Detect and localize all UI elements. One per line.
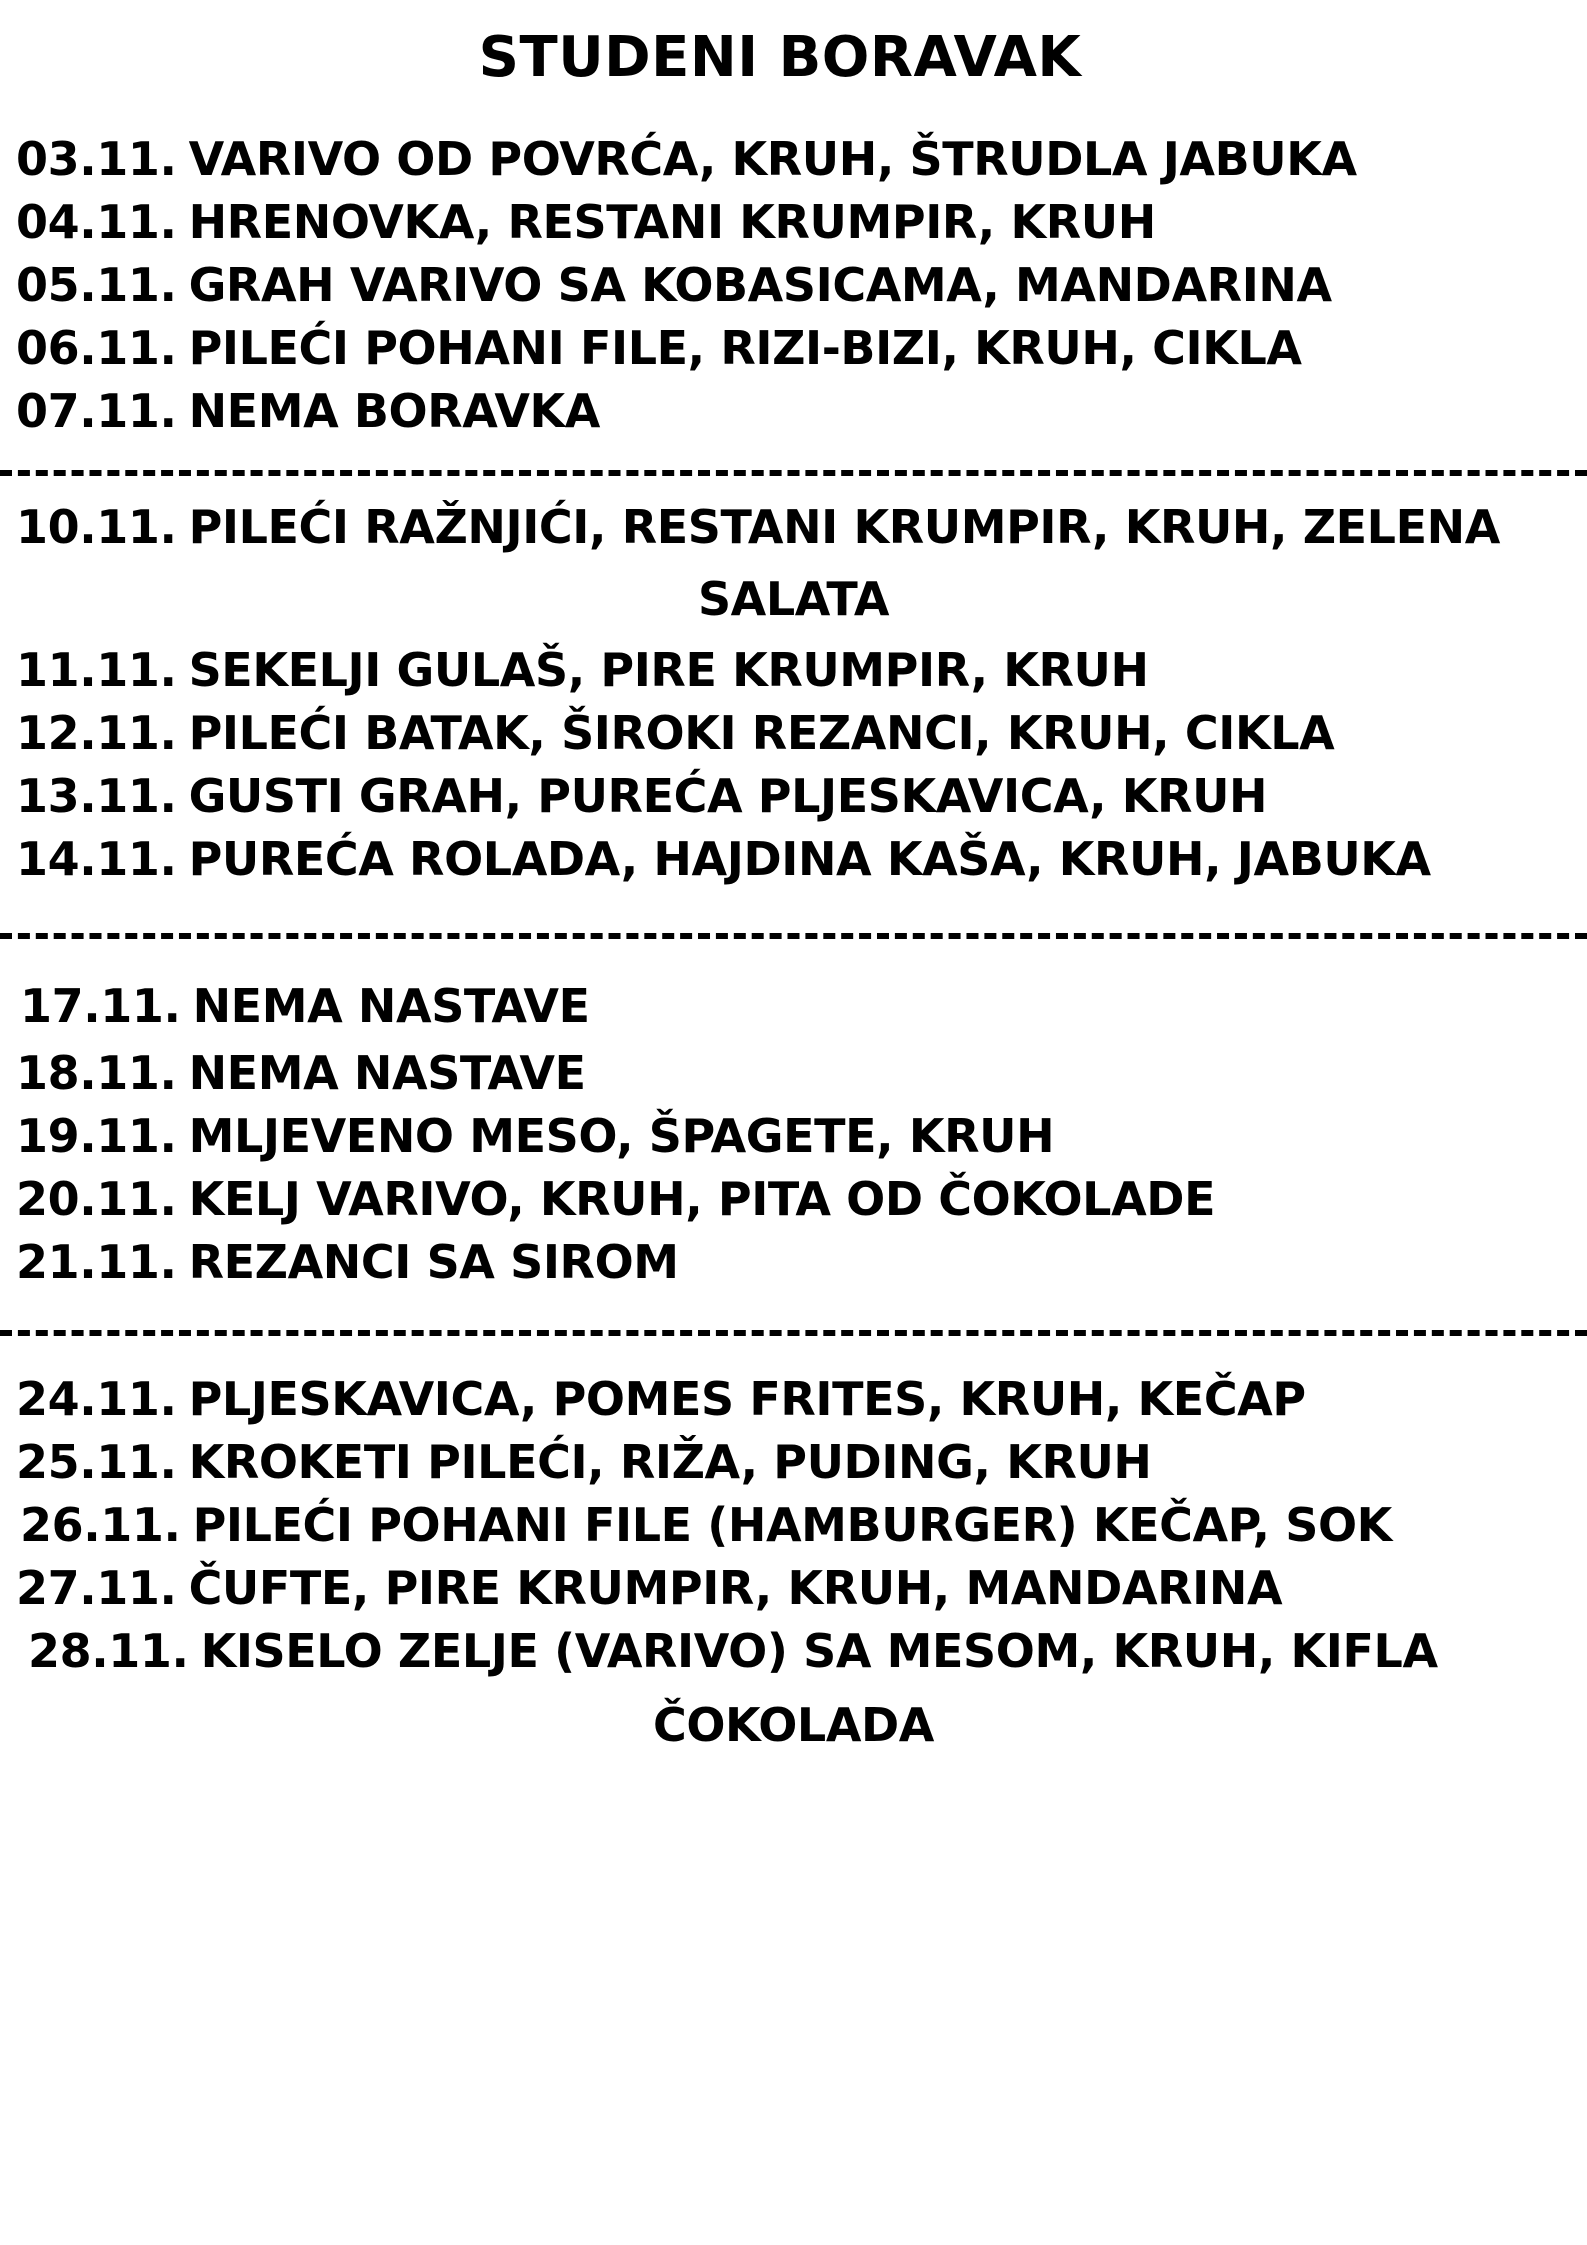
menu-entry-continuation: SALATA	[697, 572, 890, 626]
menu-entry	[0, 128, 1587, 191]
menu-entry	[0, 1168, 1587, 1231]
entry-menu: NEMA BORAVKA	[188, 384, 601, 438]
entry-menu: GRAH VARIVO SA KOBASICAMA, MANDARINA	[188, 258, 1332, 312]
entry-date: 03.11.	[16, 132, 177, 186]
entry-menu: HRENOVKA, RESTANI KRUMPIR, KRUH	[188, 195, 1156, 249]
entry-date: 26.11.	[20, 1498, 181, 1552]
entry-date: 20.11.	[16, 1172, 177, 1226]
entry-menu: PILEĆI POHANI FILE, RIZI-BIZI, KRUH, CIKLA	[188, 321, 1302, 375]
menu-entry	[0, 828, 1587, 891]
entry-menu: SEKELJI GULAŠ, PIRE KRUMPIR, KRUH	[188, 643, 1149, 697]
entry-date: 27.11.	[16, 1561, 177, 1615]
week-divider	[0, 470, 1587, 476]
entry-menu: KELJ VARIVO, KRUH, PITA OD ČOKOLADE	[188, 1172, 1216, 1226]
menu-entry	[0, 1431, 1587, 1494]
entry-date: 11.11.	[16, 643, 177, 697]
entry-menu: REZANCI SA SIROM	[188, 1235, 679, 1289]
entry-date: 25.11.	[16, 1435, 177, 1489]
menu-entry	[0, 380, 1587, 443]
entry-date: 28.11.	[28, 1624, 189, 1678]
week-2	[0, 496, 1587, 891]
entry-date: 07.11.	[16, 384, 177, 438]
menu-entry	[0, 1231, 1587, 1294]
entry-date: 18.11.	[16, 1046, 177, 1100]
menu-entry	[0, 1620, 1587, 1683]
entry-date: 24.11.	[16, 1372, 177, 1426]
menu-entry	[0, 1557, 1587, 1620]
week-divider	[0, 933, 1587, 939]
menu-entry	[0, 254, 1587, 317]
entry-date: 19.11.	[16, 1109, 177, 1163]
menu-entry	[0, 317, 1587, 380]
entry-date: 12.11.	[16, 706, 177, 760]
menu-entry	[0, 970, 1587, 1042]
week-1	[0, 128, 1587, 443]
entry-menu: NEMA NASTAVE	[188, 1046, 586, 1100]
entry-date: 13.11.	[16, 769, 177, 823]
entry-menu: PUREĆA ROLADA, HAJDINA KAŠA, KRUH, JABUKA	[188, 832, 1431, 886]
entry-menu: KISELO ZELJE (VARIVO) SA MESOM, KRUH, KIFLA	[200, 1624, 1438, 1678]
entry-menu: PLJESKAVICA, POMES FRITES, KRUH, KEČAP	[188, 1372, 1306, 1426]
entry-date: 21.11.	[16, 1235, 177, 1289]
menu-entry	[0, 702, 1587, 765]
week-4	[0, 1368, 1587, 1767]
entry-date: 14.11.	[16, 832, 177, 886]
entry-menu: PILEĆI RAŽNJIĆI, RESTANI KRUMPIR, KRUH, ZELENA	[188, 500, 1500, 554]
menu-entry	[0, 1042, 1587, 1105]
week-divider	[0, 1330, 1587, 1336]
menu-entry	[0, 1494, 1587, 1557]
entry-date: 05.11.	[16, 258, 177, 312]
menu-entry	[0, 1368, 1587, 1431]
entry-date: 04.11.	[16, 195, 177, 249]
page-title: STUDENI BORAVAK	[478, 25, 1082, 90]
menu-entry	[0, 496, 1587, 559]
entry-date: 06.11.	[16, 321, 177, 375]
menu-entry	[0, 765, 1587, 828]
entry-menu: KROKETI PILEĆI, RIŽA, PUDING, KRUH	[188, 1435, 1152, 1489]
menu-entry-continuation: ČOKOLADA	[652, 1698, 935, 1752]
week-3	[0, 970, 1587, 1294]
entry-date: 17.11.	[20, 979, 181, 1033]
menu-entry	[0, 1105, 1587, 1168]
menu-entry	[0, 639, 1587, 702]
entry-menu: PILEĆI POHANI FILE (HAMBURGER) KEČAP, SOK	[192, 1498, 1392, 1552]
entry-menu: NEMA NASTAVE	[192, 979, 590, 1033]
menu-entry	[0, 191, 1587, 254]
entry-menu: VARIVO OD POVRĆA, KRUH, ŠTRUDLA JABUKA	[188, 132, 1357, 186]
entry-menu: MLJEVENO MESO, ŠPAGETE, KRUH	[188, 1109, 1055, 1163]
entry-menu: ČUFTE, PIRE KRUMPIR, KRUH, MANDARINA	[188, 1561, 1283, 1615]
entry-menu: PILEĆI BATAK, ŠIROKI REZANCI, KRUH, CIKLA	[188, 706, 1335, 760]
entry-menu: GUSTI GRAH, PUREĆA PLJESKAVICA, KRUH	[188, 769, 1268, 823]
entry-date: 10.11.	[16, 500, 177, 554]
